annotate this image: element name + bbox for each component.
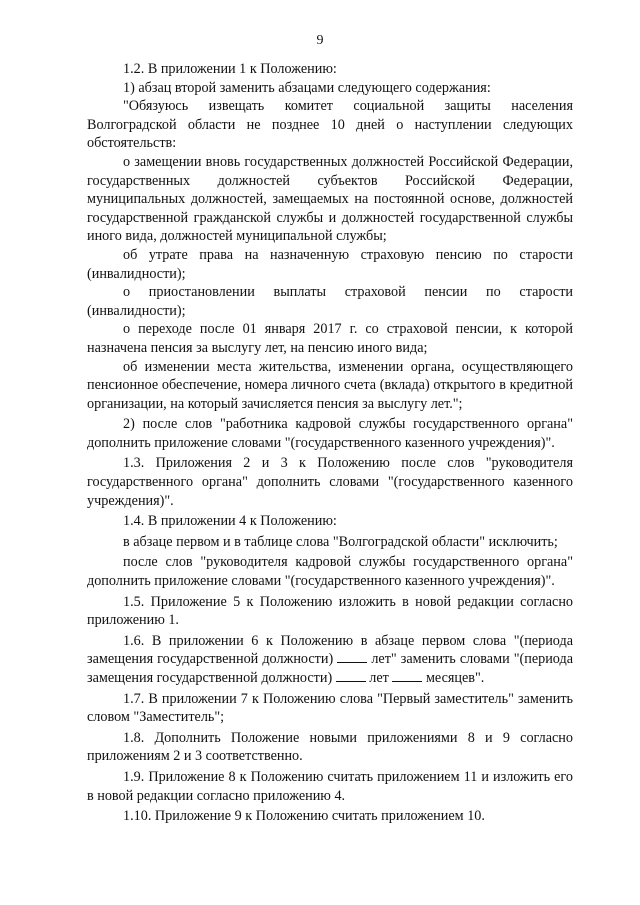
blank-line <box>392 669 422 682</box>
paragraph-1-10: 1.10. Приложение 9 к Положению считать приложением 10. <box>123 808 485 825</box>
paragraph-1-4-first: в абзаце первом и в таблице слова "Волгоградской области" исключить; <box>123 533 558 550</box>
paragraph-loss-of-right: об утрате права на назначенную страховую пенсию по старости (инвалидности); <box>87 246 573 282</box>
paragraph-transition: о переходе после 01 января 2017 г. со страховой пенсии, к которой назначена пенсия за выслугу лет, на пенсию иного вида; <box>87 321 573 356</box>
paragraph-quote-start: "Обязуюсь извещать комитет социальной защиты населения Волгоградской области не позднее 10 дней о наступлении следующих обстоятельств: <box>87 98 573 152</box>
paragraph-residence-change: об изменении места жительства, изменении органа, осуществляющего пенсионное обеспечение, номера личного счета (вклада) открытого в кредитной организации, на который зачисляется пенсия за выслугу лет."; <box>87 358 573 412</box>
paragraph-positions: о замещении вновь государственных должностей Российской Федерации, государственных должностей субъектов Российской Федерации, муниципальных должностей, замещаемых на постоянной основе, должностей государственной гражданской службы и должностей государственной службы иного вида, должностей муниципальной службы; <box>87 153 573 245</box>
paragraph-item-1: 1) абзац второй заменить абзацами следующего содержания: <box>123 79 491 96</box>
paragraph-1-4-second: после слов "руководителя кадровой службы государственного органа" дополнить приложение словами "(государственного казенного учреждения)". <box>87 554 573 590</box>
paragraph-1-7: 1.7. В приложении 7 к Положению слова "Первый заместитель" заменить словом "Заместитель"; <box>87 690 573 726</box>
paragraph-1-8: 1.8. Дополнить Положение новыми приложениями 8 и 9 согласно приложениям 2 и 3 соответственно. <box>87 729 573 765</box>
paragraph-1-2: 1.2. В приложении 1 к Положению: <box>123 61 337 77</box>
p16-text-b: лет" заменить словами "(периода замещения государственной должности) <box>87 651 574 686</box>
paragraph-1-4: 1.4. В приложении 4 к Положению: <box>123 513 337 530</box>
blank-line <box>337 650 367 663</box>
paragraph-item-2: 2) после слов "работника кадровой службы государственного органа" дополнить приложение словами "(государственного казенного учреждения)". <box>87 416 573 451</box>
blank-line <box>336 669 366 682</box>
paragraph-1-5: 1.5. Приложение 5 к Положению изложить в новой редакции согласно приложению 1. <box>87 593 573 629</box>
p16-text-d: месяцев". <box>425 670 485 686</box>
page-number: 9 <box>316 33 324 48</box>
document-body <box>87 60 573 826</box>
p16-text-c: лет <box>369 670 389 686</box>
paragraph-suspension: о приостановлении выплаты страховой пенсии по старости (инвалидности); <box>87 284 573 319</box>
p16-text-a: 1.6. В приложении 6 к Положению в абзаце первом слова "(периода замещения государственной должности) <box>87 632 573 668</box>
paragraph-1-6 <box>87 632 573 688</box>
paragraph-1-3: 1.3. Приложения 2 и 3 к Положению после слов "руководителя государственного органа" дополнить словами "(государственного казенного учреждения)". <box>87 455 573 509</box>
paragraph-1-9: 1.9. Приложение 8 к Положению считать приложением 11 и изложить его в новой редакции согласно приложению 4. <box>87 768 573 804</box>
